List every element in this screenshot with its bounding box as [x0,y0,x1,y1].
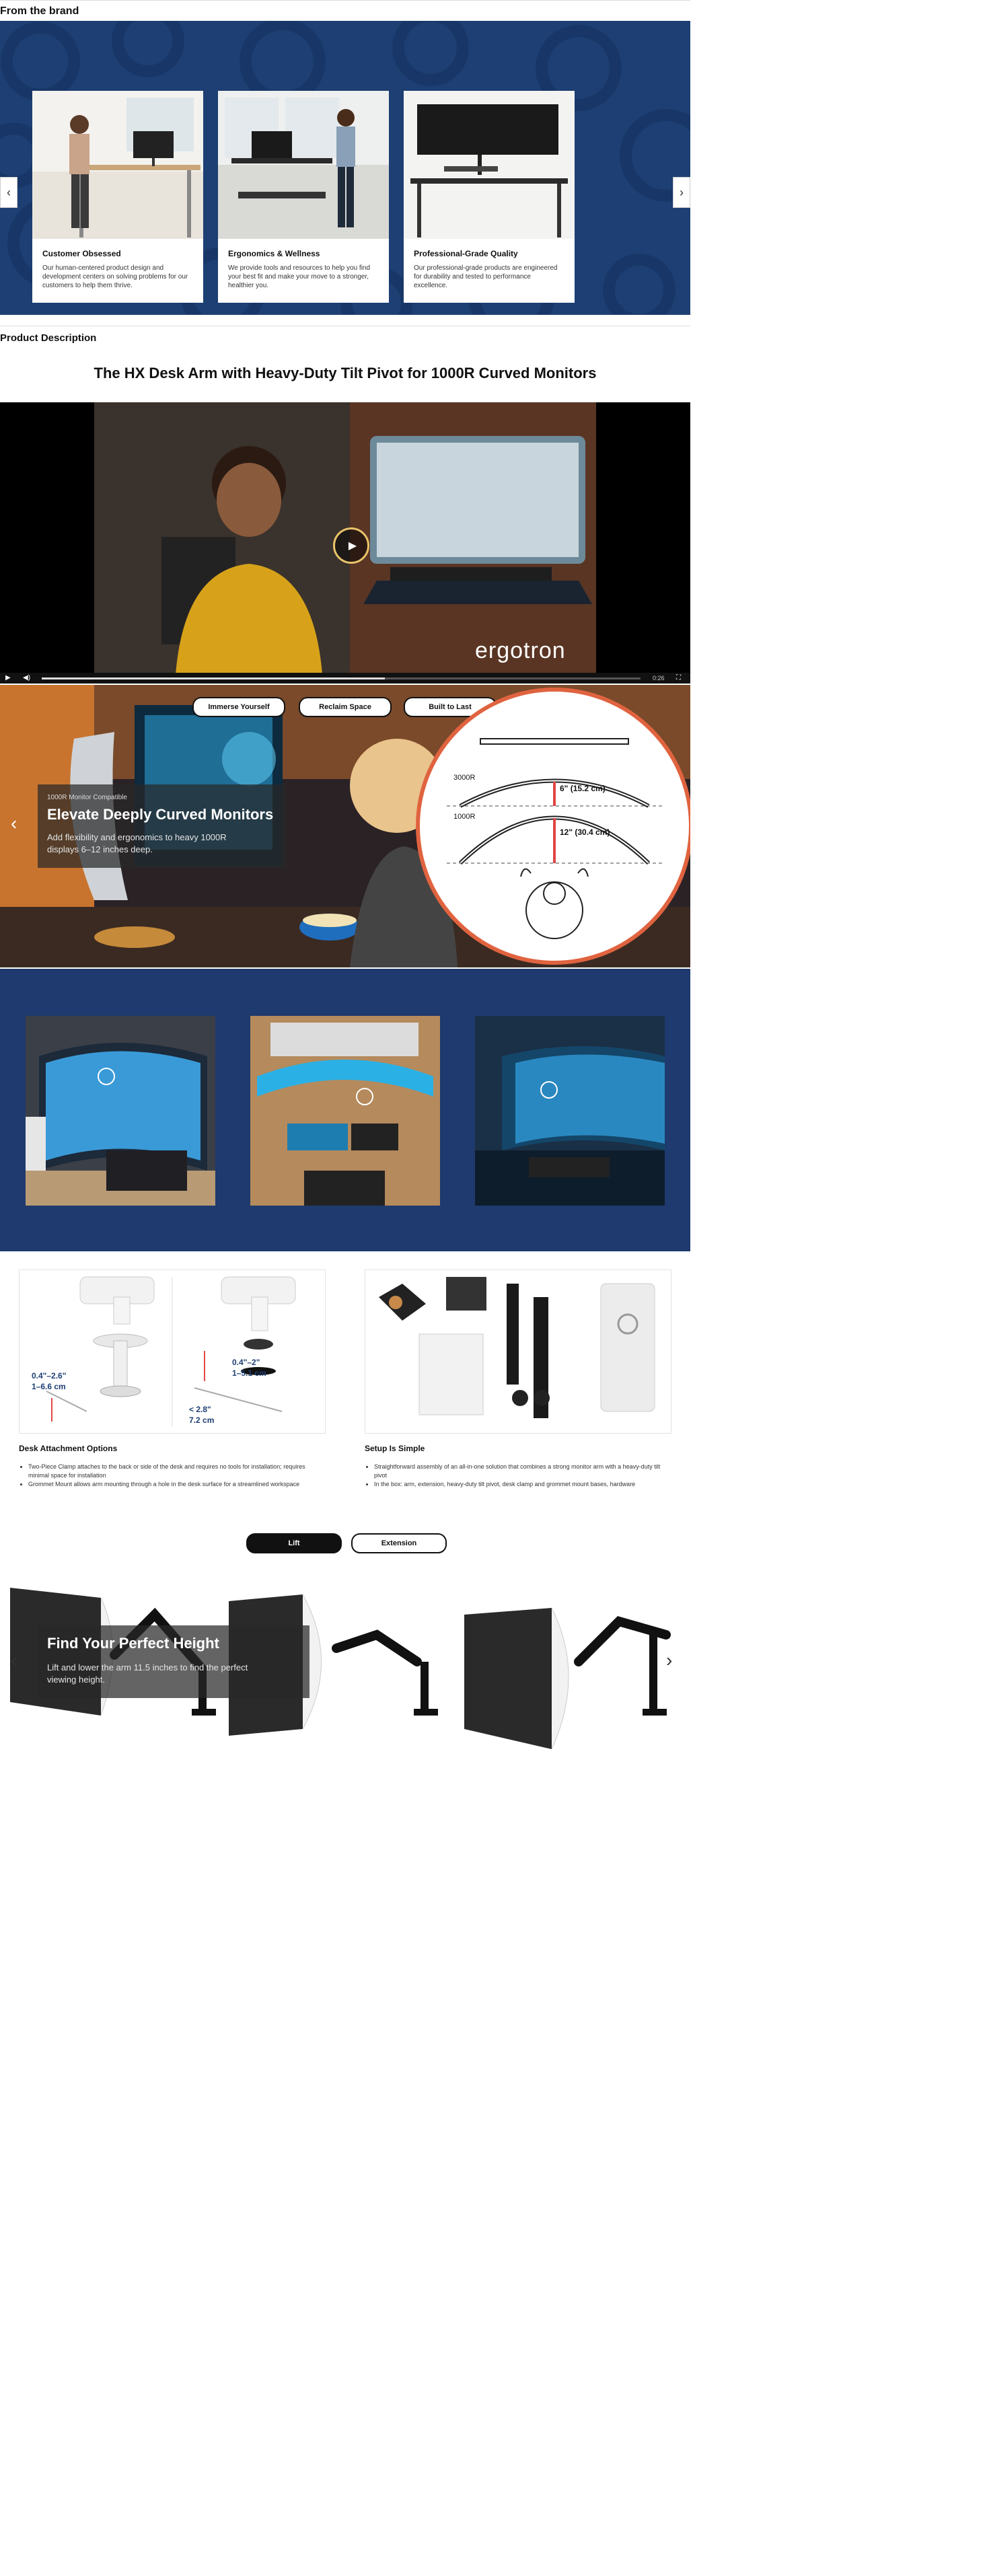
video-progress-fill [42,677,385,679]
curved-monitor-gallery [0,969,690,1251]
top-divider [0,0,690,1]
fullscreen-icon[interactable]: ⛶ [676,674,681,682]
feature-hero [0,685,690,967]
white-arm-monitor-photo [26,1016,215,1206]
attachment-bullet: • Grommet Mount allows arm mounting through a hole in the desk surface for a streamlined workspace [28,1480,324,1489]
chevron-left-icon: ‹ [7,185,11,199]
setup-title: Setup Is Simple [365,1444,425,1453]
brand-card-text: Our human-centered product design and development centers on solving problems for our customers to help them thrive. [42,264,188,289]
video-progress-bar[interactable] [42,677,641,679]
box-contents-illustration [365,1270,671,1433]
brand-card-quality [404,91,575,303]
brand-card-ergonomics [218,91,389,303]
curvature-diagram-graphic [420,692,689,961]
setup-bullet: • Straightforward assembly of an all-in-one solution that combines a strong monitor arm with a heavy-duty tilt pivot [374,1463,670,1480]
label-1000r: 1000R [453,813,476,821]
attachment-title: Desk Attachment Options [19,1444,118,1453]
brand-card-title: Ergonomics & Wellness [228,249,320,258]
attachment-bullets [19,1463,324,1489]
brand-card-title: Customer Obsessed [42,249,121,258]
attachment-bullet: • Two-Piece Clamp attaches to the back or side of the desk and requires no tools for installation; requires minimal space for installation [28,1463,324,1480]
carousel-prev-button[interactable] [0,177,17,208]
gallery-tile-white-arm[interactable] [26,1016,215,1206]
top-view-desk-photo [250,1016,440,1206]
hero-eyebrow: 1000R Monitor Compatible [47,794,127,801]
volume-icon[interactable]: ◀) [23,674,31,682]
video-controls [0,673,690,684]
clamp-grommet-illustration [20,1270,325,1433]
height-hero-title: Find Your Perfect Height [47,1635,219,1652]
hero-text: Add flexibility and ergonomics to heavy 1000R displays 6–12 inches deep. [47,832,227,854]
value-1000r: 12" (30.4 cm) [560,827,610,837]
sit-stand-converter-photo [218,91,389,239]
product-description-heading: Product Description [0,332,97,344]
grommet-hole-cm: 7.2 cm [189,1415,215,1425]
chevron-left-icon: ‹ [11,1650,17,1670]
grommet-hole-in: < 2.8" [189,1405,211,1414]
play-control-icon[interactable]: ▶ [5,674,11,682]
curvature-diagram [416,688,690,965]
dual-monitor-desk-photo [404,91,575,239]
gallery-tile-dark-room[interactable] [475,1016,665,1206]
setup-bullet: • In the box: arm, extension, heavy-duty tilt pivot, desk clamp and grommet mount bases, hardware [374,1480,670,1489]
video-time: 0:26 [653,675,665,682]
height-hero-text: Lift and lower the arm 11.5 inches to find the perfect viewing height. [47,1662,248,1685]
tab-immerse-yourself[interactable]: Immerse Yourself [192,697,285,717]
chevron-right-icon: › [666,1650,673,1670]
video-brand-logo: ergotron [475,638,566,663]
gallery-tile-top-view[interactable] [250,1016,440,1206]
office-standing-desk-photo [32,91,203,239]
tab-built-to-last[interactable]: Built to Last [404,697,497,717]
tab-extension[interactable]: Extension [351,1533,447,1553]
play-icon: ▶ [348,540,357,552]
hero-prev-button[interactable] [11,813,17,834]
value-3000r: 6" (15.2 cm) [560,784,606,793]
clamp-range-in: 0.4"–2.6" [32,1371,67,1381]
grommet-range-in: 0.4"–2" [232,1358,260,1367]
label-3000r: 3000R [453,774,476,782]
grommet-range-cm: 1–5.1 cm [232,1368,266,1378]
hero-title: Elevate Deeply Curved Monitors [47,806,274,823]
brand-card-title: Professional-Grade Quality [414,249,518,258]
carousel-next-button[interactable] [673,177,690,208]
chevron-right-icon: › [680,185,684,199]
setup-bullets [365,1463,670,1489]
hero-text-box [38,784,287,868]
brand-carousel [0,21,690,315]
dark-room-monitor-photo [475,1016,665,1206]
tab-lift[interactable]: Lift [246,1533,342,1553]
play-button[interactable] [333,527,369,564]
chevron-left-icon: ‹ [11,813,17,834]
setup-image [365,1269,671,1434]
height-hero [0,1574,690,1776]
product-title: The HX Desk Arm with Heavy-Duty Tilt Pivot for 1000R Curved Monitors [94,365,597,381]
tab-reclaim-space[interactable]: Reclaim Space [299,697,392,717]
height-hero-next-button[interactable] [666,1650,672,1671]
brand-card-text: Our professional-grade products are engineered for durability and tested to performance excellence. [414,264,558,289]
clamp-range-cm: 1–6.6 cm [32,1382,66,1391]
product-video[interactable] [0,402,690,684]
from-brand-heading: From the brand [0,5,79,17]
attachment-image [19,1269,326,1434]
height-hero-text-box [38,1625,309,1698]
brand-card-customer [32,91,203,303]
brand-card-text: We provide tools and resources to help you find your best fit and make your move to a stronger, healthier you. [228,264,371,289]
height-hero-prev-button[interactable] [11,1650,17,1671]
